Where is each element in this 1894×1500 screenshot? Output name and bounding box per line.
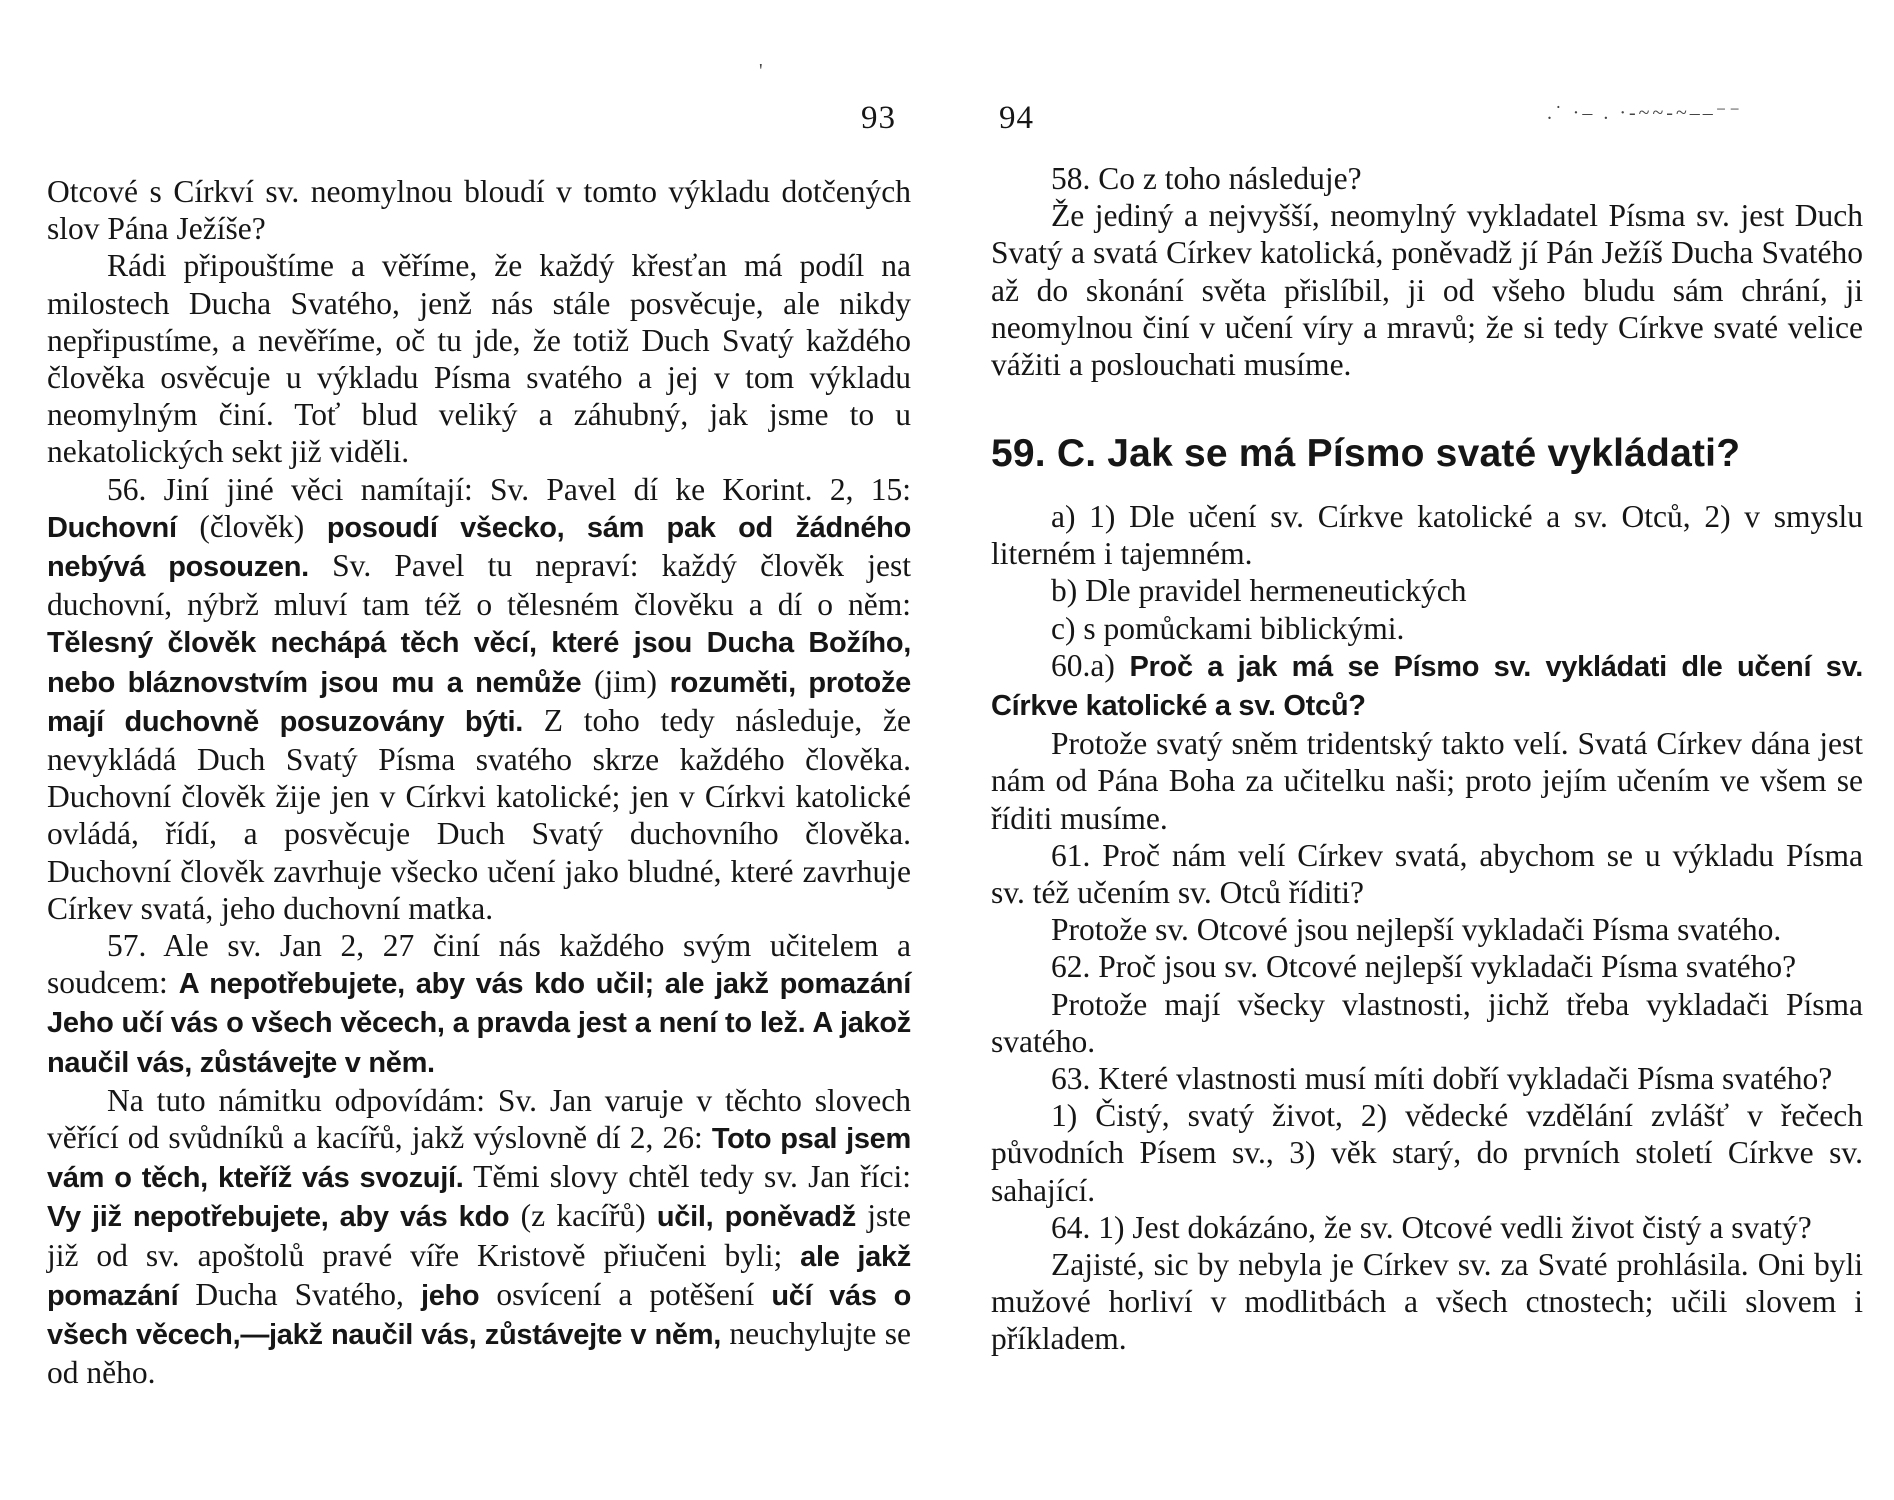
paragraph [991,1209,1863,1246]
bold-text-run: Proč a jak má se Písmo sv. vykládati dle učení sv. Církve katolické a sv. Otců? [991,650,1863,723]
text-run: (člověk) [176,508,327,544]
bold-text-run: Duchovní [47,511,177,544]
paragraph [991,1097,1863,1209]
text-run: (jim) [581,663,670,699]
text-run: c) s pomůckami biblickými. [1051,610,1405,646]
text-run: b) Dle pravidel hermeneutických [1051,573,1467,609]
paragraph [991,197,1863,383]
paragraph [991,986,1863,1060]
text-run: Otcové s Církví sv. neomylnou bloudí v tomto výkladu dotčených slov Pána Ježíše? [47,174,911,247]
paragraph [991,610,1863,647]
text-run: jste již od sv. apoštolů pravé víře Kristově přiučeni byli; [47,1198,911,1273]
text-run: 57. Ale sv. Jan 2, 27 činí nás každého svým učitelem a soudcem: [47,928,911,1001]
print-speck: .˙ ·– . ·-~~-~‒‒⁻⁻ [1547,102,1743,124]
right-page [947,0,1894,1500]
bold-text-run: jeho [420,1279,480,1312]
text-run: Že jediný a nejvyšší, neomylný vykladatel Písma sv. jest Duch Svatý a svatá Církev katolická, poněvadž jí Pán Ježíš Ducha Svatého až do skonání světa přislíbil, ji od všeho bludu sám chrání, ji neomylnou činí v učení víry a mravů; že si tedy Církve svaté velice vážiti a poslouchati musíme. [991,198,1863,383]
bold-text-run: učí vás o všech věcech,—jakž naučil vás, zůstávejte v něm, [47,1279,911,1352]
text-run: 1) Čistý, svatý život, 2) vědecké vzdělání zvlášť v řečech původních Písem sv., 3) věk starý, do prvních století Církve sv. sahající. [991,1098,1863,1208]
paragraph [47,247,911,470]
paragraph [991,911,1863,948]
bold-text-run: učil, poněvadž [656,1201,856,1234]
text-run: Protože sv. Otcové jsou nejlepší vykladači Písma svatého. [1051,912,1782,948]
text-run: (z kacířů) [509,1198,657,1234]
text-run: Protože svatý sněm tridentský takto velí. Svatá Církev dána jest nám od Pána Boha za učitelku naši; proto jejím učením ve všem se říditi musíme. [991,726,1863,836]
paragraph [991,948,1863,985]
paragraph [991,837,1863,911]
paragraph [991,572,1863,609]
section-heading: 59. C. Jak se má Písmo svaté vykládati? [991,432,1741,475]
paragraph [991,725,1863,837]
bold-text-run: posoudí všecko, sám pak od žádného nebývá posouzen. [47,511,911,584]
text-run: Rádi připouštíme a věříme, že každý křesťan má podíl na milostech Ducha Svatého, jenž nás stále posvěcuje, ale nikdy nepřipustíme, a nevěříme, oč tu jde, že totiž Duch Svatý každého člověka osvěcuje u výkladu Písma svatého a jej v tom výkladu neomylným činí. Toť blud veliký a záhubný, jak jsme to u nekatolických sekt již viděli. [47,248,911,470]
text-run: a) 1) Dle učení sv. Církve katolické a sv. Otců, 2) v smyslu literném i tajemném. [991,499,1863,572]
bold-text-run: rozuměti, protože mají duchovně posuzovány býti. [47,666,911,738]
paragraph [991,1246,1863,1358]
page-number-right: 94 [999,100,1034,136]
text-run: Těmi slovy chtěl tedy sv. Jan říci: [463,1159,911,1195]
left-page-text [47,173,911,1392]
text-run: Protože mají všecky vlastnosti, jichž třeba vykladači Písma svatého. [991,986,1863,1059]
text-run: 56. Jiní jiné věci namítají: Sv. Pavel dí ke Korint. 2, 15: [107,471,911,507]
paragraph [991,647,1863,725]
text-run: Ducha Svatého, [178,1276,421,1312]
text-run: Zajisté, sic by nebyla je Církev sv. za Svaté prohlásila. Oni byli mužové horliví v modlitbách a všech ctnostech; učili slovem i příkladem. [991,1247,1863,1357]
right-page-text-top [991,160,1863,383]
text-run: neuchylujte se od něho. [47,1316,911,1391]
paragraph [47,173,911,247]
right-page-text-bottom [991,498,1863,1358]
bold-text-run: A nepotřebujete, aby vás kdo učil; ale jakž pomazání Jeho učí vás o všech věcech, a pravda jest a není to lež. A jakož naučil vás, zůstávejte v něm. [47,968,911,1079]
text-run: 62. Proč jsou sv. Otcové nejlepší vykladači Písma svatého? [1051,949,1797,985]
bold-text-run: Tělesný člověk nechápá těch věcí, které jsou Ducha Božího, nebo bláznovstvím jsou mu a nemůže [47,627,911,699]
bold-text-run: ale jakž pomazání [47,1240,911,1312]
text-run: osvícení a potěšení [479,1276,772,1312]
text-run: Z toho tedy následuje, že nevykládá Duch Svatý Písma svatého skrze každého člověka. Duchovní člověk žije jen v Církvi katolické; jen v Církvi katolické ovládá, řídí, a posvěcuje Duch Svatý duchovního člověka. Duchovní člověk zavrhuje všecko učení jako bludné, které zavrhuje Církev svatá, jeho duchovní matka. [47,702,911,926]
text-run: Sv. Pavel tu nepraví: každý člověk jest duchovní, nýbrž mluví tam též o tělesném člověku a dí o něm: [47,548,911,623]
text-run: Na tuto námitku odpovídám: Sv. Jan varuje v těchto slovech věřící od svůdníků a kacířů, jakž výslovně dí 2, 26: [47,1082,911,1156]
paragraph [991,160,1863,197]
text-run: 63. Které vlastnosti musí míti dobří vykladači Písma svatého? [1051,1061,1833,1097]
text-run: 58. Co z toho následuje? [1051,161,1362,196]
bold-text-run: Toto psal jsem vám o těch, kteříž vás svozují. [47,1123,911,1195]
bold-text-run: Vy již nepotřebujete, aby vás kdo [47,1201,510,1234]
paragraph [991,1060,1863,1097]
paragraph [47,1082,911,1392]
text-run: 60.a) [1051,647,1130,683]
text-run: 61. Proč nám velí Církev svatá, abychom se u výkladu Písma sv. též učením sv. Otců říditi? [991,837,1863,911]
text-run: 64. 1) Jest dokázáno, že sv. Otcové vedli život čistý a svatý? [1051,1209,1812,1245]
page-number-left: 93 [861,100,896,136]
paragraph [991,498,1863,572]
paragraph [47,471,911,927]
print-speck: ' [759,60,763,82]
paragraph [47,927,911,1082]
